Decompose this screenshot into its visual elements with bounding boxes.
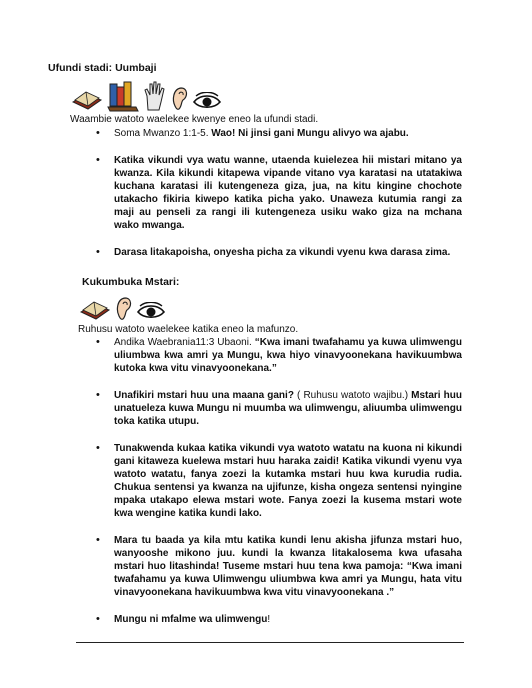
list-item: • Mara tu baada ya kila mtu katika kundi lenu akisha jifunza mstari huo, wanyooshe mikono juu. kundi la kwanza litakalosema kwa ufasaha mstari huo litashinda! Tuseme mstari huu tena kwa pamoja: “Kwa imani twafahamu ya kuwa Ulimwengu uliumbwa kwa amri ya Mungu, hata vitu vinavyoonekana havikuumbwa kwa vitu vinavyoonekana .”: [92, 534, 462, 599]
ear-icon: [170, 84, 190, 112]
list-item: • Tunakwenda kukaa katika vikundi vya watoto watatu na kuona ni kikundi gani kitaweza kuelewa mstari huu haraka zaidi! Katika vikundi vyenu vya watoto watatu, fanya zoezi la kutamka mstari huu kwa kurudia rudia. Chukua sentensi ya kwanza na ujifunze, kisha ongeza sentensi nyingine mpaka utakapo elewa mstari wote. Fanya zoezi la kusema mstari wote kwa wengine katika kundi lako.: [92, 442, 462, 520]
hand-icon: [142, 80, 168, 112]
list-item: • Darasa litakapoisha, onyesha picha za vikundi vyenu kwa darasa zima.: [92, 246, 462, 259]
memory-verse-intro: Ruhusu watoto waelekee katika eneo la mafunzo.: [78, 324, 299, 335]
book-icon: [78, 292, 112, 322]
activity-icons-crafts: [70, 80, 222, 112]
list-item: • Soma Mwanzo 1:1-5. Wao! Ni jinsi gani Mungu alivyo wa ajabu.: [92, 127, 462, 140]
crafts-intro: Waambie watoto waelekee kwenye eneo la ufundi stadi.: [70, 114, 319, 125]
list-item: • Katika vikundi vya watu wanne, utaenda kuielezea hii mistari mitano ya kwanza. Kila kikundi kitapewa vipande vitano vya karatasi na utatakiwa kuchana karatasi ili kutengeneza giza, jua, na kitu kingine chochote utakacho fikiria kiwepo katika picha yako. Unaweza kutumia rangi za maji au penseli za rangi ili kutengeneza usiku wako giza na mchana wako mwanga.: [92, 154, 462, 232]
section-heading-crafts: Ufundi stadi: Uumbaji: [48, 62, 157, 74]
eye-icon: [136, 302, 166, 322]
section-heading-memory-verse: Kukumbuka Mstari:: [82, 276, 180, 288]
crafts-bullet-list: [92, 127, 462, 269]
list-item: • Mungu ni mfalme wa ulimwengu!: [92, 613, 462, 626]
footer-divider: [76, 642, 464, 643]
activity-icons-memory-verse: [78, 292, 166, 322]
list-item: • Unafikiri mstari huu una maana gani? ( Ruhusu watoto wajibu.) Mstari huu unatueleza kuwa Mungu ni muumba wa ulimwengu, aliuumba ulimwengu toka katika utupu.: [92, 389, 462, 428]
ear-icon: [114, 294, 134, 322]
book-icon: [70, 82, 104, 112]
books-icon: [106, 80, 140, 112]
list-item: • Andika Waebrania11:3 Ubaoni. “Kwa imani twafahamu ya kuwa ulimwengu uliumbwa kwa amri ya Mungu, kwa hiyo vinavyoonekana havikuumbwa kutoka kwa vitu vinavyoonekana.”: [92, 336, 462, 375]
memory-verse-bullet-list: [92, 336, 462, 636]
eye-icon: [192, 92, 222, 112]
